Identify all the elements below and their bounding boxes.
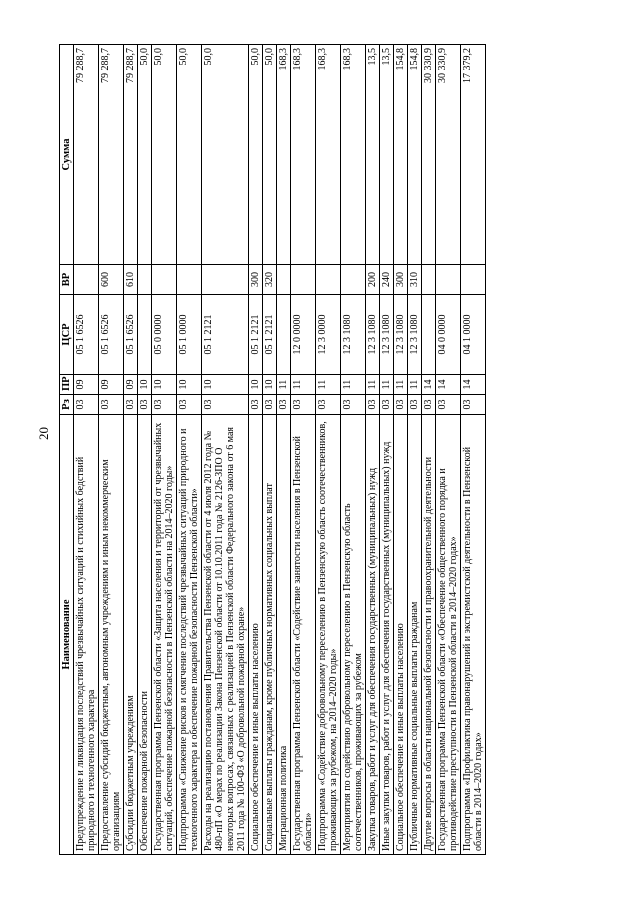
cell-pr: 11 [291, 375, 316, 395]
cell-name: Социальные выплаты гражданам, кроме публичных нормативных социальных выплат [263, 415, 277, 855]
cell-name: Расходы на реализацию постановления Правительства Пензенской области от 4 июля 2012 года № 480-пП «О мерах по реализации Закона Пензенской области от 10.10.2011 года № 2126-ЗПО О некоторых вопросах, связанных с реализацией в Пензенской области Федерального закона от 6 мая 2011 года № 100-ФЗ «О добровольной пожарной охране» [202, 415, 249, 855]
cell-vr [316, 265, 341, 295]
cell-csr: 05 1 2121 [263, 295, 277, 375]
cell-pr: 09 [74, 375, 99, 395]
cell-csr: 05 0 0000 [152, 295, 177, 375]
cell-pr: 10 [138, 375, 152, 395]
budget-table [59, 44, 486, 855]
cell-csr: 12 3 0000 [316, 295, 341, 375]
cell-sum: 154,8 [394, 45, 408, 265]
column-header-pr: ПР [60, 375, 74, 395]
cell-pr: 11 [380, 375, 394, 395]
cell-pr: 11 [366, 375, 380, 395]
cell-rz: 03 [138, 395, 152, 415]
table-row [422, 45, 436, 855]
cell-rz: 03 [202, 395, 249, 415]
cell-sum: 13,5 [366, 45, 380, 265]
cell-csr: 05 1 2121 [202, 295, 249, 375]
cell-sum: 79 288,7 [124, 45, 138, 265]
cell-pr: 10 [202, 375, 249, 395]
cell-vr: 310 [408, 265, 422, 295]
cell-pr: 10 [177, 375, 202, 395]
column-header-name: Наименование [60, 415, 74, 855]
cell-csr: 05 1 6526 [74, 295, 99, 375]
column-header-csr: ЦСР [60, 295, 74, 375]
cell-name: Обеспечение пожарной безопасности [138, 415, 152, 855]
cell-vr [422, 265, 436, 295]
column-header-vr: ВР [60, 265, 74, 295]
cell-sum: 50,0 [263, 45, 277, 265]
cell-rz: 03 [249, 395, 263, 415]
cell-rz: 03 [177, 395, 202, 415]
cell-pr: 14 [422, 375, 436, 395]
cell-csr: 12 3 1080 [341, 295, 366, 375]
table-row [408, 45, 422, 855]
cell-vr [177, 265, 202, 295]
cell-vr [152, 265, 177, 295]
cell-vr: 600 [99, 265, 124, 295]
cell-vr [436, 265, 461, 295]
cell-rz: 03 [408, 395, 422, 415]
cell-sum: 17 379,2 [461, 45, 486, 265]
table-row [436, 45, 461, 855]
cell-vr: 300 [249, 265, 263, 295]
cell-rz: 03 [124, 395, 138, 415]
cell-sum: 168,3 [291, 45, 316, 265]
cell-csr: 12 0 0000 [291, 295, 316, 375]
table-row [138, 45, 152, 855]
cell-pr: 10 [263, 375, 277, 395]
cell-pr: 11 [408, 375, 422, 395]
cell-rz: 03 [366, 395, 380, 415]
cell-sum: 50,0 [249, 45, 263, 265]
cell-pr: 09 [124, 375, 138, 395]
cell-name: Субсидии бюджетным учреждениям [124, 415, 138, 855]
cell-rz: 03 [422, 395, 436, 415]
table-row [99, 45, 124, 855]
cell-vr: 240 [380, 265, 394, 295]
cell-sum: 168,3 [277, 45, 291, 265]
cell-csr: 05 1 2121 [249, 295, 263, 375]
cell-vr [277, 265, 291, 295]
cell-name: Государственная программа Пензенской области «Защита населения и территорий от чрезвычайных ситуаций, обеспечение пожарной безопасности в Пензенской области на 2014–2020 годы» [152, 415, 177, 855]
cell-rz: 03 [277, 395, 291, 415]
table-row [380, 45, 394, 855]
cell-vr: 610 [124, 265, 138, 295]
table-row [316, 45, 341, 855]
cell-sum: 79 288,7 [74, 45, 99, 265]
table-row [291, 45, 316, 855]
cell-csr [138, 295, 152, 375]
cell-rz: 03 [380, 395, 394, 415]
cell-sum: 30 330,9 [422, 45, 436, 265]
cell-name: Подпрограмма «Снижение рисков и смягчение последствий чрезвычайных ситуаций природного и техногенного характера и обеспечение пожарной безопасности Пензенской области» [177, 415, 202, 855]
cell-vr [291, 265, 316, 295]
rotated-table-container [59, 45, 486, 855]
cell-vr [138, 265, 152, 295]
cell-csr: 04 0 0000 [436, 295, 461, 375]
cell-csr: 12 3 1080 [394, 295, 408, 375]
cell-vr [341, 265, 366, 295]
cell-sum: 154,8 [408, 45, 422, 265]
cell-pr: 09 [99, 375, 124, 395]
table-row [263, 45, 277, 855]
cell-vr: 200 [366, 265, 380, 295]
cell-sum: 79 288,7 [99, 45, 124, 265]
table-row [74, 45, 99, 855]
cell-rz: 03 [436, 395, 461, 415]
table-body [74, 45, 486, 855]
cell-pr: 11 [316, 375, 341, 395]
page-number: 20 [36, 427, 51, 440]
cell-csr: 12 3 1080 [380, 295, 394, 375]
cell-name: Подпрограмма «Содействие добровольному переселению в Пензенскую область соотечественников, проживающих за рубежом, на 2014–2020 годы» [316, 415, 341, 855]
cell-rz: 03 [341, 395, 366, 415]
cell-pr: 10 [152, 375, 177, 395]
cell-vr: 300 [394, 265, 408, 295]
cell-rz: 03 [316, 395, 341, 415]
table-row [124, 45, 138, 855]
cell-csr [422, 295, 436, 375]
cell-csr [277, 295, 291, 375]
table-row [152, 45, 177, 855]
cell-csr: 12 3 1080 [366, 295, 380, 375]
cell-sum: 168,3 [341, 45, 366, 265]
cell-vr: 320 [263, 265, 277, 295]
table-row [394, 45, 408, 855]
column-header-sum: Сумма [60, 45, 74, 265]
cell-name: Иные закупки товаров, работ и услуг для обеспечения государственных (муниципальных) нужд [380, 415, 394, 855]
cell-sum: 30 330,9 [436, 45, 461, 265]
cell-csr: 04 1 0000 [461, 295, 486, 375]
cell-csr: 05 1 6526 [99, 295, 124, 375]
table-row [341, 45, 366, 855]
cell-sum: 50,0 [152, 45, 177, 265]
table-row [277, 45, 291, 855]
cell-sum: 168,3 [316, 45, 341, 265]
cell-vr [202, 265, 249, 295]
cell-sum: 13,5 [380, 45, 394, 265]
cell-name: Миграционная политика [277, 415, 291, 855]
table-row [202, 45, 249, 855]
cell-name: Подпрограмма «Профилактика правонарушений и экстремистской деятельности в Пензенской области в 2014–2020 годах» [461, 415, 486, 855]
cell-vr [74, 265, 99, 295]
cell-rz: 03 [74, 395, 99, 415]
table-row [366, 45, 380, 855]
cell-pr: 14 [461, 375, 486, 395]
table-row [249, 45, 263, 855]
cell-name: Предоставление субсидий бюджетным, автономным учреждениям и иным некоммерческим организациям [99, 415, 124, 855]
cell-name: Государственная программа Пензенской области «Содействие занятости населения в Пензенской области» [291, 415, 316, 855]
cell-name: Другие вопросы в области национальной безопасности и правоохранительной деятельности [422, 415, 436, 855]
column-header-rz: Рз [60, 395, 74, 415]
cell-rz: 03 [263, 395, 277, 415]
cell-name: Публичные нормативные социальные выплаты гражданам [408, 415, 422, 855]
cell-name: Мероприятия по содействию добровольному переселению в Пензенскую область соотечественников, проживающих за рубежом [341, 415, 366, 855]
cell-name: Закупка товаров, работ и услуг для обеспечения государственных (муниципальных) нужд [366, 415, 380, 855]
cell-csr: 12 3 1080 [408, 295, 422, 375]
cell-rz: 03 [394, 395, 408, 415]
table-row [177, 45, 202, 855]
cell-sum: 50,0 [138, 45, 152, 265]
cell-rz: 03 [99, 395, 124, 415]
table-header-row [60, 45, 74, 855]
cell-name: Социальное обеспечение и иные выплаты населению [394, 415, 408, 855]
cell-rz: 03 [291, 395, 316, 415]
cell-name: Предупреждение и ликвидация последствий чрезвычайных ситуаций и стихийных бедствий природного и техногенного характера [74, 415, 99, 855]
cell-pr: 11 [394, 375, 408, 395]
cell-rz: 03 [461, 395, 486, 415]
cell-pr: 10 [249, 375, 263, 395]
cell-pr: 11 [341, 375, 366, 395]
cell-csr: 05 1 0000 [177, 295, 202, 375]
cell-name: Государственная программа Пензенской области «Обеспечение общественного порядка и противодействие преступности в Пензенской области в 2014–2020 годах» [436, 415, 461, 855]
cell-sum: 50,0 [177, 45, 202, 265]
table-row [461, 45, 486, 855]
cell-pr: 11 [277, 375, 291, 395]
cell-name: Социальное обеспечение и иные выплаты населению [249, 415, 263, 855]
cell-rz: 03 [152, 395, 177, 415]
cell-vr [461, 265, 486, 295]
cell-sum: 50,0 [202, 45, 249, 265]
cell-pr: 14 [436, 375, 461, 395]
cell-csr: 05 1 6526 [124, 295, 138, 375]
